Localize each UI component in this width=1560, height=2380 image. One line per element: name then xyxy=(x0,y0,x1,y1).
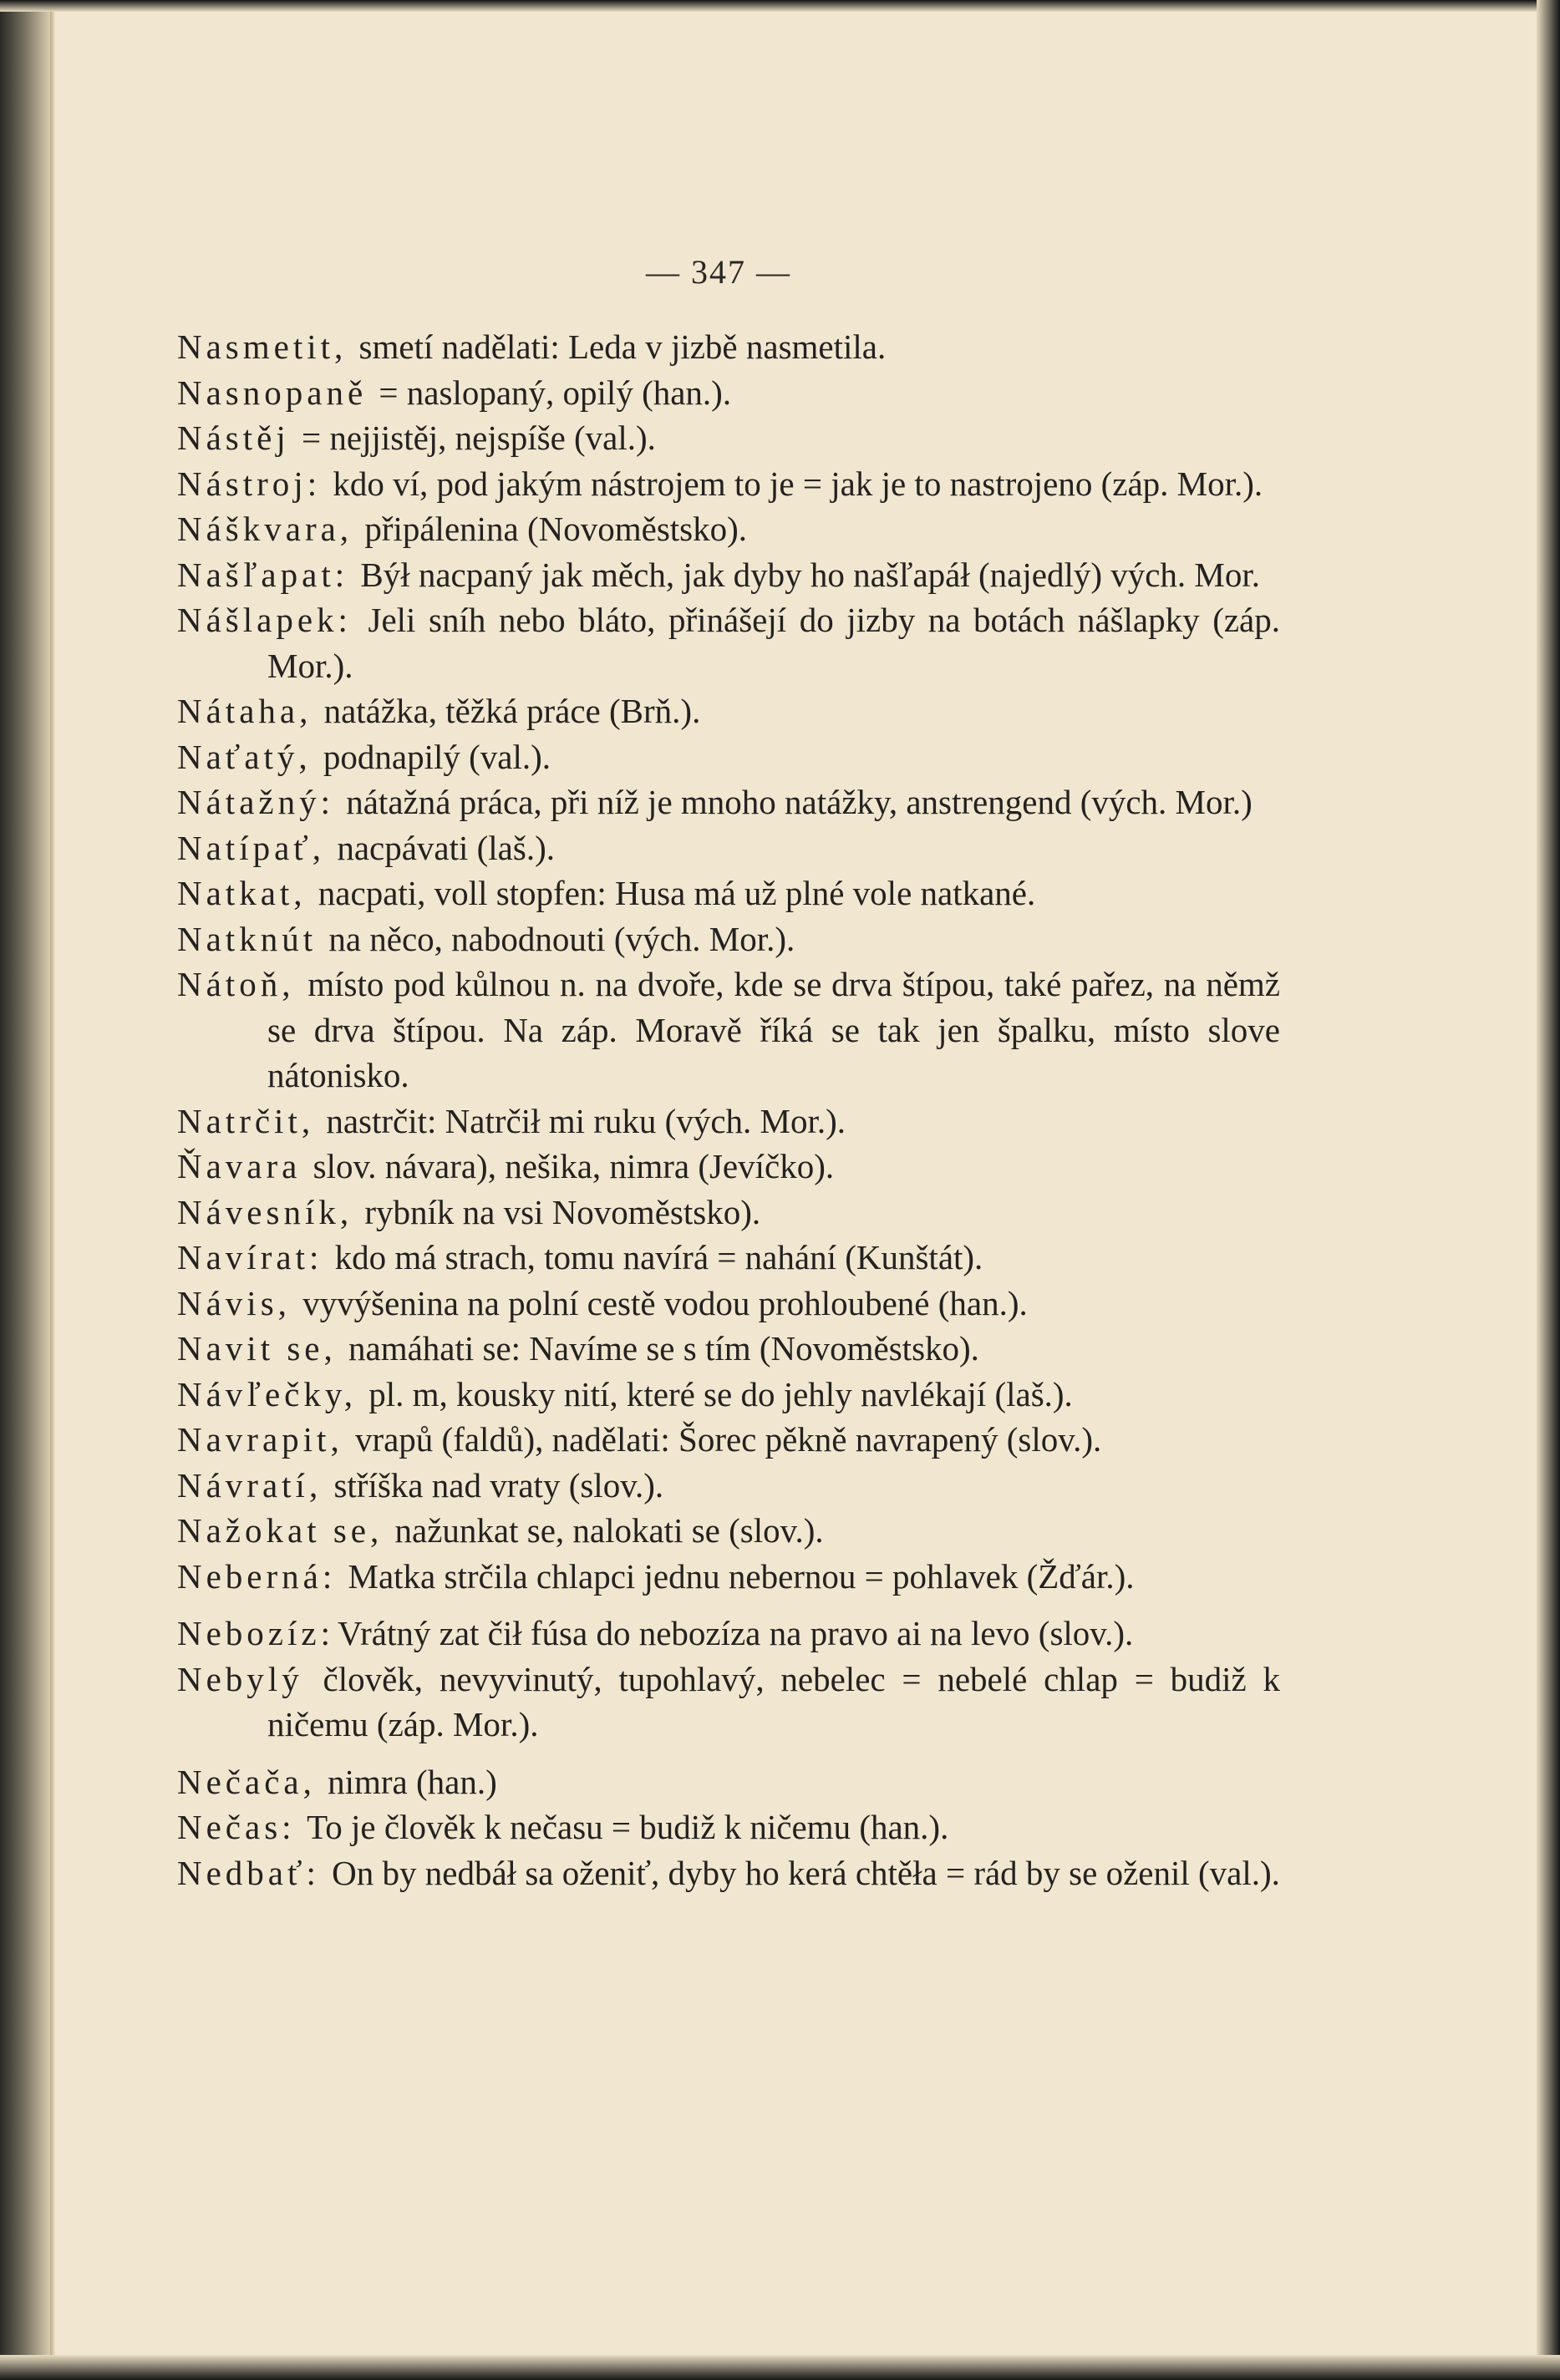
dictionary-entry xyxy=(177,962,1280,1099)
entry-headword: Nátaha, xyxy=(177,692,313,730)
entry-headword: Náškvara, xyxy=(177,510,353,548)
dictionary-entry xyxy=(177,1281,1280,1327)
scan-edge-bottom xyxy=(0,2355,1560,2380)
dictionary-entry xyxy=(177,506,1280,552)
entry-definition: namáhati se: Navíme se s tím (Novoměstsko). xyxy=(348,1329,979,1368)
entry-definition: Vrátný zat čił fúsa do nebozíza na pravo ai na levo (slov.). xyxy=(337,1614,1134,1652)
entry-headword: Nedbať: xyxy=(177,1853,320,1892)
dictionary-entry xyxy=(177,1657,1280,1748)
entry-headword: Natípať, xyxy=(177,828,326,867)
scan-edge-top xyxy=(0,0,1560,12)
entry-definition: smetí nadělati: Leda v jizbě nasmetila. xyxy=(358,327,887,366)
dictionary-entry xyxy=(177,1508,1280,1554)
entry-headword: Nástěj xyxy=(177,419,290,457)
dictionary-entries xyxy=(177,324,1280,1895)
scan-edge-right xyxy=(1537,0,1560,2380)
dictionary-entry xyxy=(177,597,1280,688)
entry-definition: = naslopaný, opilý (han.). xyxy=(379,373,732,412)
entry-definition: vyvýšenina na polní cestě vodou prohloubené (han.). xyxy=(302,1283,1028,1322)
entry-headword: Natknút xyxy=(177,919,318,958)
entry-headword: Návesník, xyxy=(177,1192,353,1231)
entry-headword: Návratí, xyxy=(177,1465,323,1505)
dictionary-entry xyxy=(177,1554,1280,1600)
entry-headword: Natrčit, xyxy=(177,1101,315,1140)
dictionary-entry xyxy=(177,1759,1280,1805)
dictionary-entry xyxy=(177,370,1280,416)
entry-definition: Jeli sníh nebo bláto, přinášejí do jizby na botách nášlapky (záp. Mor.). xyxy=(267,601,1280,685)
entry-definition: člověk, nevyvinutý, tupohlavý, nebelec = nebelé chlap = budiž k ničemu (záp. Mor.). xyxy=(267,1659,1280,1743)
dictionary-entry xyxy=(177,1417,1280,1463)
entry-headword: Nátažný: xyxy=(177,783,334,821)
entry-headword: Nástroj: xyxy=(177,464,322,503)
entry-headword: Natkat, xyxy=(177,874,307,912)
dictionary-entry xyxy=(177,415,1280,461)
entry-headword: Nažokat se, xyxy=(177,1511,384,1550)
entry-definition: připálenina (Novoměstsko). xyxy=(364,510,748,548)
entry-definition: Matka strčila chlapci jednu nebernou = pohlavek (Žďár.). xyxy=(348,1556,1135,1596)
dictionary-entry xyxy=(177,1372,1280,1418)
entry-definition: na něco, nabodnouti (vých. Mor.). xyxy=(328,919,795,958)
entry-definition: nacpávati (laš.). xyxy=(337,828,555,867)
entry-definition: pl. m, kousky nití, které se do jehly navlékají (laš.). xyxy=(368,1374,1073,1413)
dictionary-entry xyxy=(177,1326,1280,1372)
entry-definition: On by nedbáł sa oženiť, dyby ho kerá chtěła = rád by se oženil (val.). xyxy=(332,1853,1280,1892)
binding-shadow xyxy=(0,0,50,2380)
entry-definition: stříška nad vraty (slov.). xyxy=(333,1465,664,1505)
entry-headword: Nasmetit, xyxy=(177,327,348,366)
entry-definition: = nejjistěj, nejspíše (val.). xyxy=(302,419,656,457)
entry-definition: vrapů (faldů), nadělati: Šorec pěkně navrapený (slov.). xyxy=(354,1420,1102,1459)
entry-definition: nátažná práca, při níž je mnoho natážky, anstrengend (vých. Mor.) xyxy=(346,783,1253,821)
entry-definition: kdo ví, pod jakým nástrojem to je = jak je to nastrojeno (záp. Mor.). xyxy=(333,464,1263,503)
binding-edge xyxy=(50,0,55,2380)
dictionary-entry xyxy=(177,1850,1280,1896)
entry-headword: Navrapit, xyxy=(177,1420,343,1459)
dictionary-entry xyxy=(177,734,1280,780)
entry-headword: Nasnopaně xyxy=(177,373,368,412)
entry-definition: místo pod kůlnou n. na dvoře, kde se drva štípou, také pařez, na němž se drva štípou. Na záp. Moravě říká se tak jen špalku, místo slove nátonisko. xyxy=(267,965,1281,1094)
entry-headword: Nečača, xyxy=(177,1762,316,1801)
dictionary-entry xyxy=(177,688,1280,734)
entry-headword: Nátoň, xyxy=(177,965,295,1003)
entry-headword: Navírat: xyxy=(177,1238,323,1276)
entry-headword: Našľapat: xyxy=(177,555,349,594)
entry-definition: nacpati, voll stopfen: Husa má už plné vole natkané. xyxy=(318,874,1036,912)
entry-definition: To je člověk k nečasu = budiž k ničemu (han.). xyxy=(307,1808,949,1846)
entry-definition: nažunkat se, nalokati se (slov.). xyxy=(394,1511,824,1550)
entry-headword: Nášlapek: xyxy=(177,601,352,639)
entry-definition: nimra (han.) xyxy=(328,1762,497,1801)
entry-definition: slov. návara), nešika, nimra (Jevíčko). xyxy=(313,1147,835,1185)
entry-headword: Nečas: xyxy=(177,1808,296,1846)
dictionary-entry xyxy=(177,324,1280,370)
dictionary-entry xyxy=(177,779,1280,825)
entry-headword: Naťatý, xyxy=(177,737,312,776)
page-number: — 347 — xyxy=(646,253,791,291)
entry-definition: natážka, těžká práce (Brň.). xyxy=(323,692,701,730)
entry-headword: Ňavara xyxy=(177,1147,302,1185)
entry-definition: nastrčit: Natrčił mi ruku (vých. Mor.). xyxy=(326,1101,846,1140)
dictionary-entry xyxy=(177,870,1280,916)
dictionary-entry xyxy=(177,461,1280,507)
dictionary-entry xyxy=(177,1190,1280,1236)
dictionary-entry xyxy=(177,552,1280,598)
entry-definition: rybník na vsi Novoměstsko). xyxy=(364,1192,761,1231)
dictionary-entry xyxy=(177,1099,1280,1144)
entry-definition: podnapilý (val.). xyxy=(323,737,551,776)
dictionary-entry xyxy=(177,916,1280,962)
dictionary-entry xyxy=(177,1235,1280,1281)
entry-headword: Návis, xyxy=(177,1283,291,1322)
dictionary-entry xyxy=(177,1804,1280,1850)
entry-headword: Nebozíz: xyxy=(177,1614,334,1652)
entry-headword: Návľečky, xyxy=(177,1374,357,1413)
dictionary-entry xyxy=(177,1144,1280,1190)
entry-definition: Býł nacpaný jak měch, jak dyby ho našľapáł (najedlý) vých. Mor. xyxy=(360,555,1261,594)
dictionary-entry xyxy=(177,1463,1280,1509)
entry-headword: Neberná: xyxy=(177,1556,337,1596)
entry-headword: Navit se, xyxy=(177,1329,337,1368)
dictionary-entry xyxy=(177,1611,1280,1657)
entry-headword: Nebylý xyxy=(177,1659,303,1698)
entry-definition: kdo má strach, tomu navírá = nahání (Kunštát). xyxy=(334,1238,983,1276)
dictionary-entry xyxy=(177,825,1280,871)
